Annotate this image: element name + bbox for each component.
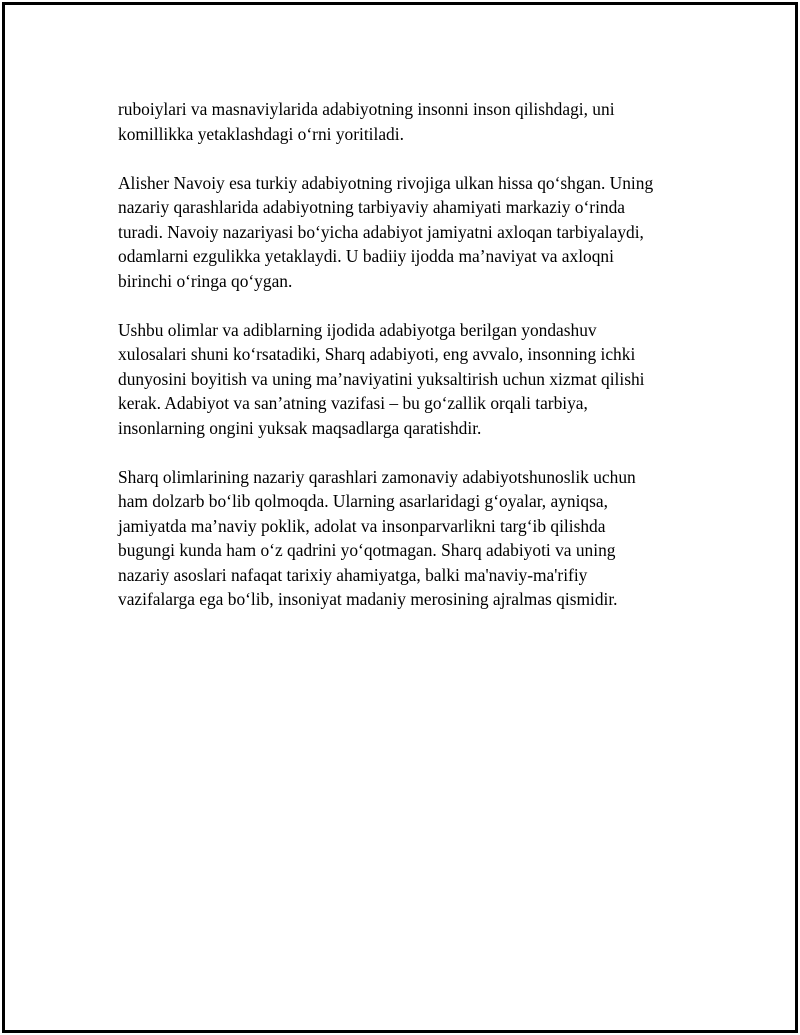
text-line: birinchi o‘ringa qo‘ygan. (118, 270, 293, 291)
text-line: ruboiylari va masnaviylarida adabiyotning insonni inson qilishdagi, uni (118, 99, 615, 119)
text-line: nazariy qarashlarida adabiyotning tarbiyaviy ahamiyati markaziy o‘rinda (118, 197, 626, 217)
text-line: turadi. Navoiy nazariyasi bo‘yicha adabiyot jamiyatni axloqan tarbiyalaydi, (118, 221, 644, 242)
document-body (118, 97, 708, 636)
text-line: jamiyatda ma’naviy poklik, adolat va insonparvarlikni targ‘ib qilishda (118, 515, 606, 536)
paragraph-1 (118, 97, 708, 146)
paragraph-3 (118, 318, 708, 441)
text-line: Ushbu olimlar va adiblarning ijodida adabiyotga berilgan yondashuv (118, 319, 597, 340)
text-line: kerak. Adabiyot va san’atning vazifasi – bu go‘zallik orqali tarbiya, (118, 393, 588, 413)
text-line: xulosalari shuni ko‘rsatadiki, Sharq adabiyoti, eng avvalo, insonning ichki (118, 344, 636, 364)
text-line: vazifalarga ega bo‘lib, insoniyat madaniy merosining ajralmas qismidir. (118, 589, 618, 609)
text-line: Alisher Navoiy esa turkiy adabiyotning rivojiga ulkan hissa qo‘shgan. Uning (118, 172, 654, 193)
text-line: bugungi kunda ham o‘z qadrini yo‘qotmagan. Sharq adabiyoti va uning (118, 540, 616, 560)
text-line: komillikka yetaklashdagi o‘rni yoritiladi. (118, 123, 404, 144)
text-line: nazariy asoslari nafaqat tarixiy ahamiyatga, balki ma'naviy-ma'rifiy (118, 564, 588, 585)
text-line: dunyosini boyitish va uning ma’naviyatini yuksaltirish uchun xizmat qilishi (118, 368, 645, 389)
text-line: ham dolzarb bo‘lib qolmoqda. Ularning asarlaridagi g‘oyalar, ayniqsa, (118, 491, 608, 511)
paragraph-4 (118, 465, 708, 612)
paragraph-2 (118, 171, 708, 294)
text-line: Sharq olimlarining nazariy qarashlari zamonaviy adabiyotshunoslik uchun (118, 466, 636, 487)
text-line: odamlarni ezgulikka yetaklaydi. U badiiy ijodda ma’naviyat va axloqni (118, 246, 614, 266)
text-line: insonlarning ongini yuksak maqsadlarga qaratishdir. (118, 417, 482, 438)
page-frame (2, 2, 798, 1033)
